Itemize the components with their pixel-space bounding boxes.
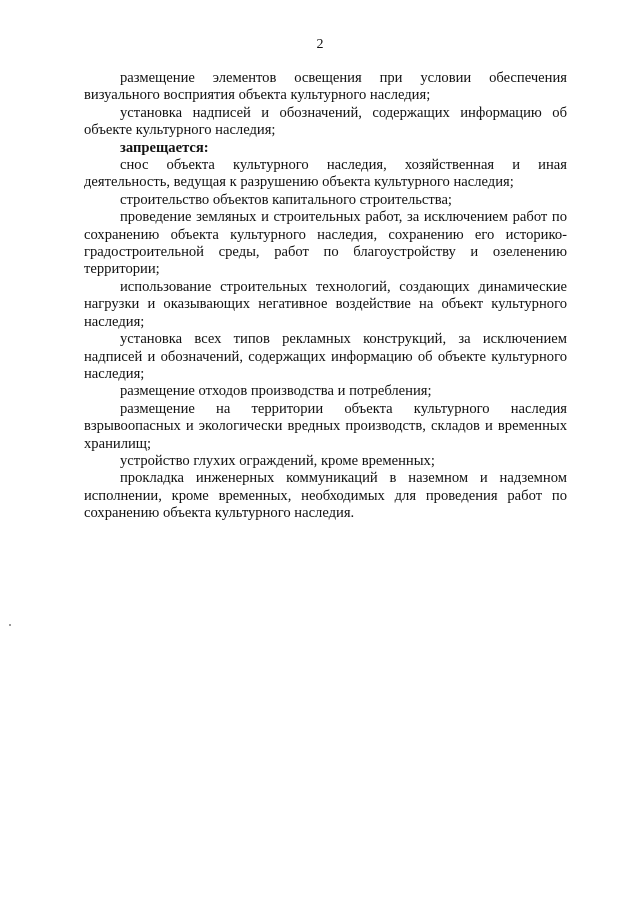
section-heading-prohibited: запрещается: bbox=[120, 139, 209, 156]
scan-dot bbox=[9, 624, 11, 626]
paragraph-solid-fences: устройство глухих ограждений, кроме временных; bbox=[120, 452, 435, 469]
page-number: 2 bbox=[316, 37, 324, 52]
paragraph-hazardous-production: размещение на территории объекта культурного наследия взрывоопасных и экологически вредных производств, складов и временных хранилищ; bbox=[84, 400, 567, 452]
document-body bbox=[84, 70, 567, 523]
paragraph-utilities: прокладка инженерных коммуникаций в наземном и надземном исполнении, кроме временных, необходимых для проведения работ по сохранению объекта культурного наследия. bbox=[84, 470, 567, 522]
paragraph-dynamic-loads: использование строительных технологий, создающих динамические нагрузки и оказывающих негативное воздействие на объект культурного наследия; bbox=[84, 278, 567, 330]
paragraph-advertising: установка всех типов рекламных конструкций, за исключением надписей и обозначений, содержащих информацию об объекте культурного наследия; bbox=[84, 331, 567, 382]
paragraph-demolition: снос объекта культурного наследия, хозяйственная и иная деятельность, ведущая к разрушению объекта культурного наследия; bbox=[84, 157, 567, 191]
paragraph-waste: размещение отходов производства и потребления; bbox=[120, 383, 432, 400]
paragraph-lighting: размещение элементов освещения при условии обеспечения визуального восприятия объекта культурного наследия; bbox=[84, 70, 567, 104]
paragraph-earthworks: проведение земляных и строительных работ, за исключением работ по сохранению объекта культурного наследия, сохранению его историко-градостроительной среды, работ по благоустройству и озеленению территории; bbox=[84, 209, 567, 278]
paragraph-capital-construction: строительство объектов капитального строительства; bbox=[120, 191, 452, 208]
paragraph-signage: установка надписей и обозначений, содержащих информацию об объекте культурного наследия; bbox=[84, 104, 567, 139]
